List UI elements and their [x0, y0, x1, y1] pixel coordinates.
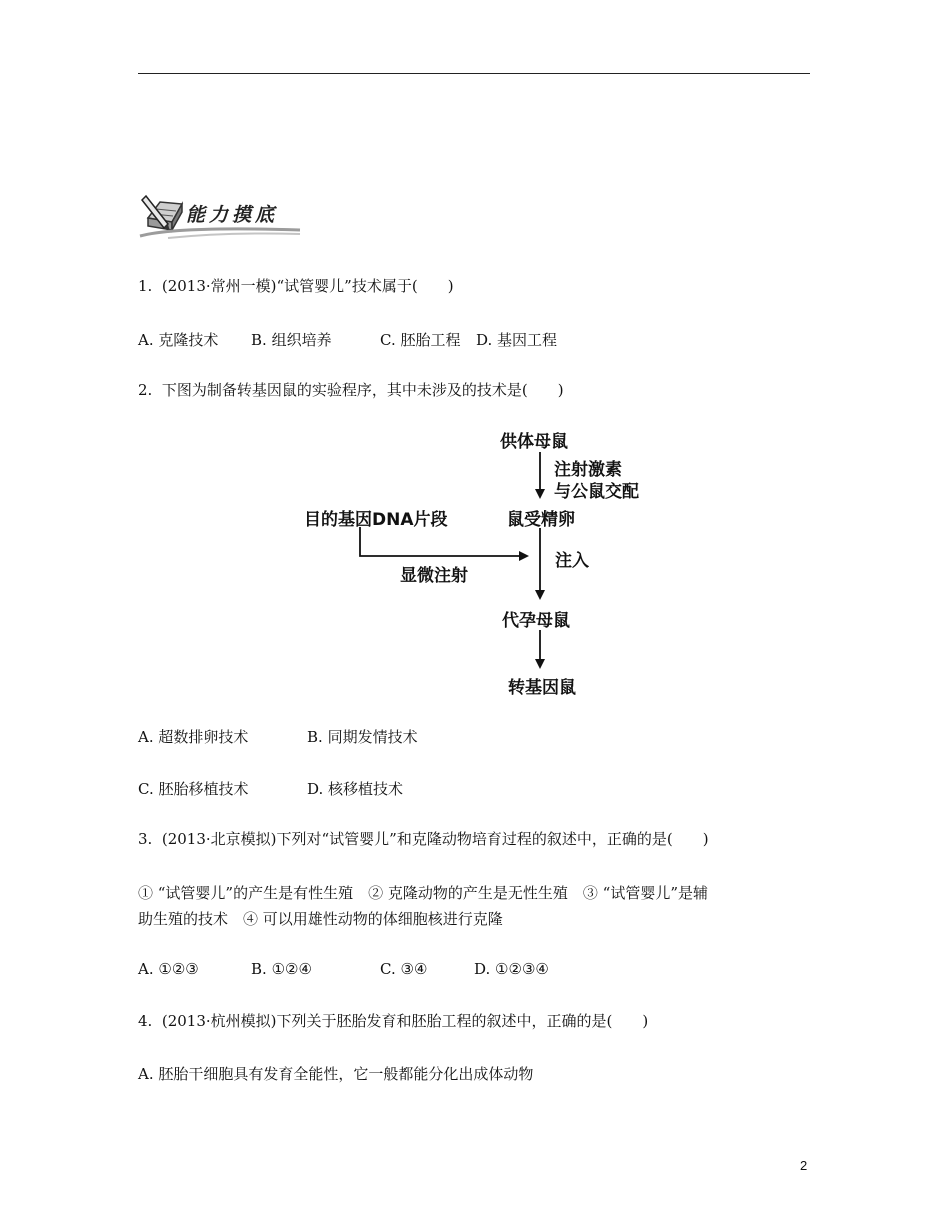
option-c: C. 胚胎工程	[380, 331, 461, 349]
question-number: 4.	[138, 1012, 153, 1030]
section-title: 能力摸底	[186, 204, 279, 226]
option-c: C. 胚胎移植技术	[138, 780, 249, 798]
question-text: (2013·杭州模拟)下列关于胚胎发育和胚胎工程的叙述中，正确的是( )	[161, 1012, 649, 1030]
label-transgenic-mouse: 转基因鼠	[508, 678, 576, 698]
question-text: (2013·常州一模)“试管婴儿”技术属于( )	[161, 277, 454, 295]
statements-line-2: 助生殖的技术 ④ 可以用雄性动物的体细胞核进行克隆	[138, 910, 503, 928]
label-inject: 注入	[555, 551, 589, 571]
label-hormone-injection: 注射激素	[554, 460, 622, 480]
label-donor-mouse: 供体母鼠	[500, 432, 568, 452]
question-number: 2.	[138, 381, 153, 399]
option-b: B. ①②④	[251, 960, 312, 978]
option-a: A. 克隆技术	[138, 331, 219, 349]
question-4	[138, 1008, 648, 1034]
question-number: 1.	[138, 277, 153, 295]
question-text: (2013·北京模拟)下列对“试管婴儿”和克隆动物培育过程的叙述中，正确的是( )	[161, 830, 709, 848]
option-d: D. 核移植技术	[307, 780, 404, 798]
question-text: 下图为制备转基因鼠的实验程序，其中未涉及的技术是( )	[161, 381, 564, 399]
label-surrogate-mouse: 代孕母鼠	[502, 611, 570, 631]
option-a: A. ①②③	[138, 960, 199, 978]
option-a: A. 超数排卵技术	[138, 728, 249, 746]
option-a: A. 胚胎干细胞具有发育全能性，它一般都能分化出成体动物	[138, 1065, 534, 1083]
option-d: D. 基因工程	[476, 331, 558, 349]
label-microinjection: 显微注射	[400, 566, 468, 586]
option-b: B. 同期发情技术	[307, 728, 418, 746]
arrow-gene-microinjection	[360, 527, 527, 556]
label-mating: 与公鼠交配	[554, 482, 639, 502]
label-target-gene: 目的基因DNA片段	[304, 510, 448, 530]
option-d: D. ①②③④	[474, 960, 549, 978]
question-number: 3.	[138, 830, 153, 848]
question-3	[138, 826, 709, 852]
option-b: B. 组织培养	[251, 331, 332, 349]
option-c: C. ③④	[380, 960, 428, 978]
statements-line-1: ① “试管婴儿”的产生是有性生殖 ② 克隆动物的产生是无性生殖 ③ “试管婴儿”是辅	[138, 884, 708, 902]
page-number: 2	[800, 1158, 808, 1173]
label-fertilized-egg: 鼠受精卵	[507, 510, 575, 530]
